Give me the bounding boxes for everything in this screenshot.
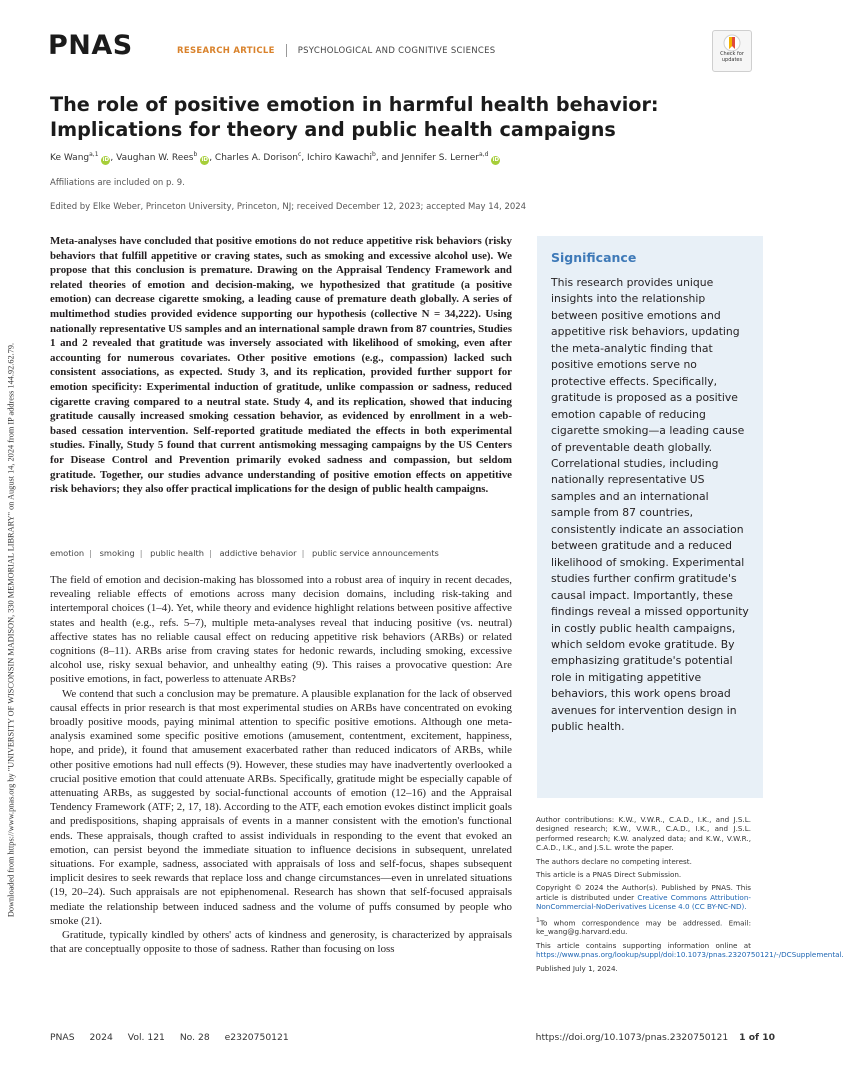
body-paragraph: The field of emotion and decision-making has blossomed into a robust area of inquiry in recent decades, revealing reliable effects of emotions across many decision domains, including risk-taking and intertemporal choices (1–4). Yet, while theory and evidence highlight relations between positive affective states and health (e.g., refs. 5–7), multiple meta-analyses reveal that inducing positive (vs. neutral) affective states has no reliable causal effect on reducing appetitive risk behaviors (ARBs) or related cognitions (8–11). ARBs arise from craving states for hedonic rewards, including smoking, excessive alcohol use, risky sexual behavior, and unhealthy eating (9). This raises a provocative question: Are positive emotions, in fact, powerless to attenuate ARBs? <box>50 574 512 686</box>
keyword[interactable]: public service announcements <box>312 548 439 558</box>
license-link[interactable]: Creative Commons Attribution-NonCommercial-NoDerivatives License 4.0 (CC BY-NC-ND). <box>536 892 751 912</box>
editor-received-accepted: Edited by Elke Weber, Princeton University, Princeton, NJ; received December 12, 2023; accepted May 14, 2024 <box>50 202 527 212</box>
copyright-text: Copyright © 2024 the Author(s). Published by PNAS. This article is distributed under <box>536 883 751 902</box>
header-divider <box>286 44 287 57</box>
orcid-icon[interactable]: iD <box>102 157 110 163</box>
check-for-updates-button[interactable] <box>712 30 752 72</box>
download-watermark <box>2 240 20 1020</box>
keyword[interactable]: smoking <box>99 548 135 558</box>
correspondence-marker: 1 <box>536 916 540 924</box>
affiliations-note: Affiliations are included on p. 9. <box>50 178 185 188</box>
check-for-updates-label: Check for updates <box>720 51 744 63</box>
body-paragraph: We contend that such a conclusion may be premature. A plausible explanation for the lack of observed causal effects in prior research is that most experimental studies on ARBs have concentrated on evoking broadly positive moods, paying minimal attention to specific positive emotions. Although one meta-analysis examined some specific positive emotions (amusement, contentment, excitement, happiness, hope, and pride), it found that amusement exacerbated rather than reduced indicators of ARBs, while other positive emotions had null effects (9). However, these studies may have inadvertently overlooked a crucial positive emotion that could attenuate ARBs. Specifically, gratitude might be especially capable of attenuating ARBs, as suggested by social-functional accounts of emotion (12–16) and the Appraisal Tendency Framework (ATF; 2, 17, 18). According to the ATF, each emotion evokes distinct implicit goals and predispositions, shaping appraisals of events in a manner consistent with the emotion's functional ends. These appraisals, though crafted to assist individuals in responding to the event that evoked an emotion, can persist beyond the immediate situation to influence decisions in subsequent, unrelated situations. For example, sadness, associated with appraisals of loss and self-focus, shapes subsequent implicit desires to seek rewards that replace loss and change circumstances—even in unrelated situations (19, 20–24). Such appraisals are not epiphenomenal. Research has shown that self-focused appraisals mediate the relationship between induced sadness and the volume of puffs consumed by people who smoke (21). <box>50 687 512 927</box>
research-article-label: RESEARCH ARTICLE <box>177 45 275 56</box>
article-title: The role of positive emotion in harmful health behavior: Implications for theory and public health campaigns <box>50 93 659 141</box>
competing-interest: The authors declare no competing interest. <box>536 856 692 866</box>
author-name[interactable]: Ichiro Kawachi <box>307 153 372 163</box>
supporting-information <box>536 940 844 960</box>
main-body <box>50 573 512 956</box>
page-number: 1 of 10 <box>739 1032 775 1043</box>
author-list: Ke Wang$^{a,1}$ iD, Vaughan W. Rees$^b$ iD, Charles A. Dorison$^c$, Ichiro Kawachi$^b$, and Jennifer S. Lerner$^{a,d}$ iD <box>50 151 500 163</box>
significance-box <box>537 236 763 798</box>
pnas-logo: PNAS <box>48 30 133 61</box>
subject-field-label: PSYCHOLOGICAL AND COGNITIVE SCIENCES <box>297 45 496 56</box>
keyword-separator: | <box>89 548 92 558</box>
author-name[interactable]: Ke Wang <box>50 153 90 163</box>
correspondence-text: To whom correspondence may be addressed. Email: ke_wang@g.harvard.edu. <box>536 918 751 937</box>
author-affiliation-marker: a,d <box>479 151 489 158</box>
orcid-icon[interactable]: iD <box>492 157 500 163</box>
keyword-separator: | <box>301 548 305 558</box>
page-footer <box>50 1032 775 1043</box>
keyword-separator: | <box>209 548 212 558</box>
article-notes <box>536 815 844 977</box>
download-watermark-text: Downloaded from https://www.pnas.org by "UNIVERSITY OF WISCONSIN MADISON, 330 MEMORIAL LIBRARY" on August 14, 2024 from IP address 144.92.62.79. <box>6 342 16 918</box>
footer-number: No. 28 <box>179 1032 210 1043</box>
supporting-text: This article contains supporting information online at <box>536 940 751 950</box>
footer-journal: PNAS <box>50 1032 75 1043</box>
author-name[interactable]: Charles A. Dorison <box>214 153 298 163</box>
keyword[interactable]: public health <box>150 548 205 558</box>
keyword[interactable]: emotion <box>50 548 85 558</box>
keyword-list <box>50 548 439 558</box>
significance-title: Significance <box>551 250 637 265</box>
author-affiliation-marker: a,1 <box>89 151 99 158</box>
correspondence-note <box>536 916 751 937</box>
author-name[interactable]: Vaughan W. Rees <box>116 153 194 163</box>
orcid-icon[interactable]: iD <box>201 157 208 163</box>
author-affiliation-marker: b <box>193 151 198 158</box>
significance-text: This research provides unique insights into the relationship between positive emotions and appetitive risk behaviors, updating the meta-analytic finding that positive emotions serve no protective effects. Specifically, gratitude is proposed as a positive emotion capable of reducing cigarette smoking—a leading cause of preventable death globally. Correlational studies, including nationally representative US samples and an international sample from 87 countries, consistently indicate an association between gratitude and a reduced likelihood of smoking. Experimental studies further confirm gratitude's causal impact. Importantly, these findings reveal a missed opportunity in costly public health campaigns, which seldom evoke gratitude. By emphasizing gratitude's potential role in mitigating appetitive behaviors, this work opens broad avenues for intervention design in public health. <box>551 276 749 734</box>
author-name[interactable]: Jennifer S. Lerner <box>401 153 480 163</box>
article-category <box>177 44 496 57</box>
submission-type: This article is a PNAS Direct Submission. <box>536 870 682 880</box>
doi-link[interactable]: https://doi.org/10.1073/pnas.2320750121 <box>535 1032 729 1043</box>
footer-volume: Vol. 121 <box>127 1032 165 1043</box>
supporting-link[interactable]: https://www.pnas.org/lookup/suppl/doi:10.1073/pnas.2320750121/-/DCSupplemental. <box>536 950 844 960</box>
author-contributions: Author contributions: K.W., V.W.R., C.A.D., I.K., and J.S.L. designed research; K.W., V.W.R., C.A.D., I.K., and J.S.L. performed research; K.W. analyzed data; and K.W., V.W.R., C.A.D., I.K., and J.S.L. wrote the paper. <box>536 815 751 853</box>
footer-article-id: e2320750121 <box>224 1032 289 1043</box>
author-affiliation-marker: b <box>372 151 376 158</box>
copyright-notice <box>536 883 751 911</box>
footer-year: 2024 <box>89 1032 113 1043</box>
author-affiliation-marker: c <box>297 151 302 158</box>
body-paragraph: Gratitude, typically kindled by others' acts of kindness and generosity, is characterized by appraisals that are conceptually opposite to those of sadness. Rather than focusing on loss <box>50 929 512 956</box>
keyword-separator: | <box>139 548 143 558</box>
abstract: Meta-analyses have concluded that positive emotions do not reduce appetitive risk behaviors (risky behaviors that fulfill appetitive or craving states, such as smoking and excessive alcohol use). We propose that this conclusion is premature. Drawing on the Appraisal Tendency Framework and related theories of emotion and decision-making, we hypothesized that gratitude (a positive emotion) can decrease cigarette smoking, a leading cause of premature death globally. A series of multimethod studies provided evidence supporting our hypothesis (collective N = 34,222). Using nationally representative US samples and an international sample drawn from 87 countries, Studies 1 and 2 revealed that gratitude was inversely associated with likelihood of smoking, even after accounting for numerous covariates. Other positive emotions (e.g., compassion) lacked such consistent associations, as expected. Study 3, and its replication, provided further support for emotion specificity: Experimental induction of gratitude, unlike compassion or sadness, reduced cigarette craving compared to a neutral state. Study 4, and its replication, showed that inducing gratitude causally increased smoking cessation behavior, as evidenced by enrollment in a web-based cessation intervention. Self-reported gratitude mediated the effects in both experimental studies. Finally, Study 5 found that current antismoking messaging campaigns by the US Centers for Disease Control and Prevention primarily evoked sadness and compassion, but seldom gratitude. Together, our studies advance understanding of positive emotion effects on appetitive risk behaviors; they also offer practical implications for the design of public health campaigns. <box>50 235 512 496</box>
keyword[interactable]: addictive behavior <box>219 548 297 558</box>
bookmark-ribbon-icon <box>723 34 741 52</box>
published-date: Published July 1, 2024. <box>536 963 618 973</box>
